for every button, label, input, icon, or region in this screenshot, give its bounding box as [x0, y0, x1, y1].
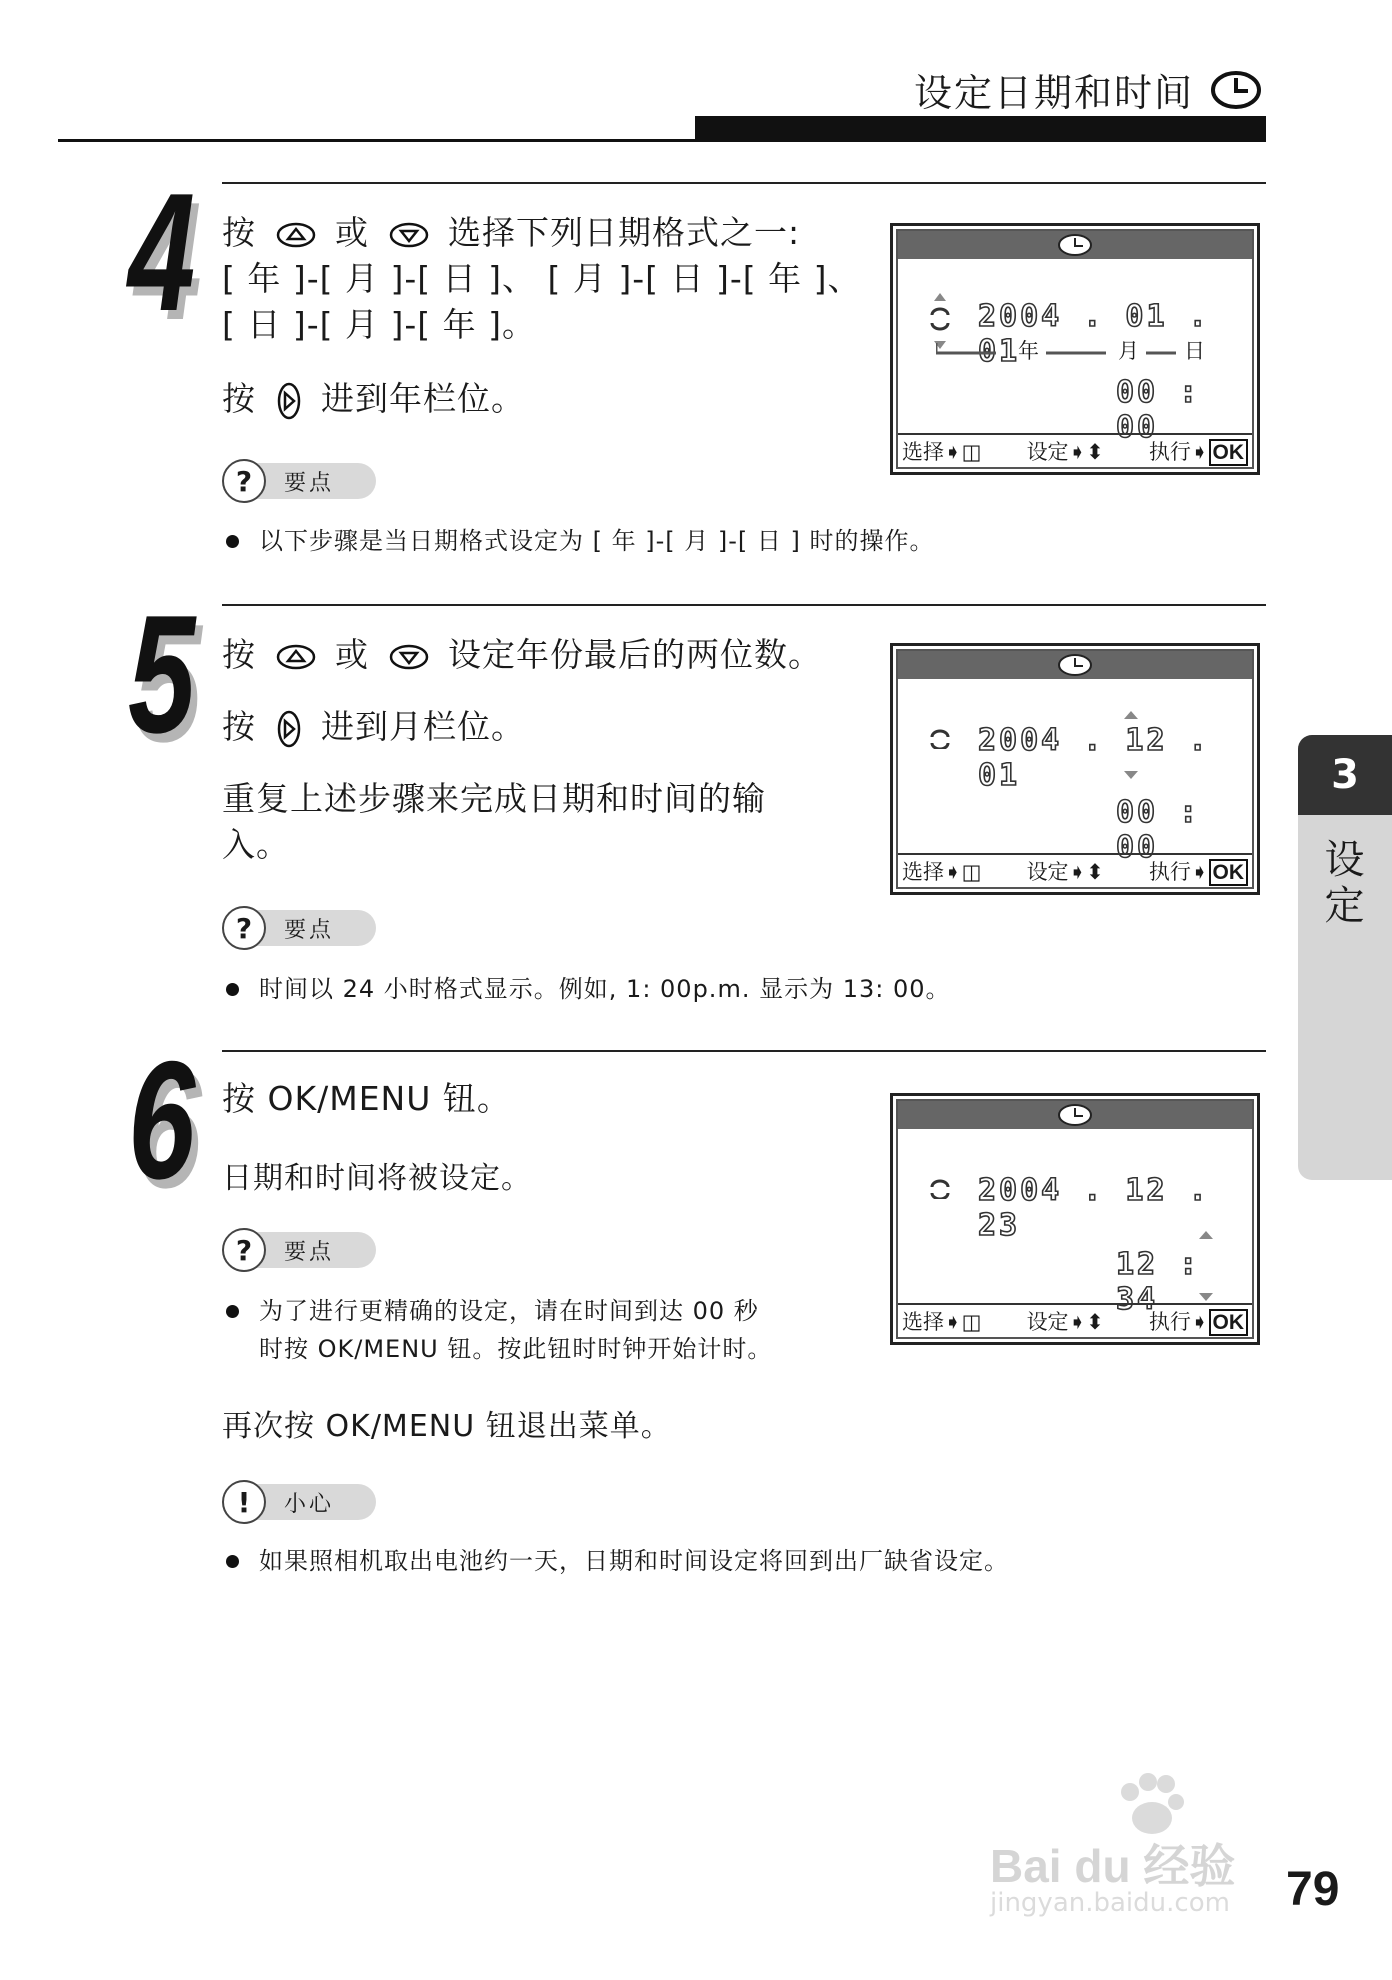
step4-press: 按 [222, 213, 256, 252]
lcd-title-bar [898, 651, 1252, 679]
step5-next-text: 进到月栏位。 [321, 707, 525, 746]
step4-next-press: 按 [222, 379, 256, 418]
step5-repeat-line-2: 入。 [222, 825, 290, 864]
lcd-label-year: 年 [1018, 339, 1039, 363]
caution-label-pill [226, 1484, 376, 1520]
watermark-brand: Bai du 经验 [990, 1840, 1236, 1892]
lcd-label-day: 日 [1184, 339, 1205, 363]
header-title: 设定日期和时间 [913, 71, 1194, 115]
step4-instruction [222, 210, 862, 348]
step-number-4: 4 [128, 158, 196, 346]
lcd-exec-label: 执行 [1148, 860, 1191, 884]
arrow-ud-icon: ➧⬍ [1068, 860, 1104, 884]
lcd-footer: 选择➧◫ 设定➧⬍ 执行➧ OK [898, 433, 1252, 467]
right-arrow-button-icon [276, 709, 302, 749]
arrow-ud-icon: ➧⬍ [1068, 1310, 1104, 1334]
tip-label-pill [226, 910, 376, 946]
lcd-screen-3 [890, 1093, 1260, 1345]
down-arrow-button-icon [389, 221, 429, 249]
cycle-icon [928, 729, 952, 749]
ok-icon: OK [1209, 439, 1249, 466]
step4-select-text: 选择下列日期格式之一: [448, 213, 801, 252]
right-arrow-button-icon [276, 381, 302, 421]
tip-label-pill [226, 1232, 376, 1268]
question-icon: ? [222, 906, 266, 950]
step6-caution [222, 1542, 1009, 1580]
step5-set-text: 设定年份最后的两位数。 [448, 635, 822, 674]
step6-tip [222, 1292, 772, 1368]
lcd-title-bar [898, 231, 1252, 259]
cycle-icon [928, 1179, 952, 1199]
question-icon: ? [222, 1228, 266, 1272]
arrow-lr-icon: ➧◫ [944, 860, 982, 884]
step5-repeat [222, 776, 766, 868]
clock-icon [1056, 1103, 1094, 1127]
up-arrow-button-icon [276, 643, 316, 671]
lcd-time: 00 : 00 [1116, 795, 1201, 865]
ok-icon: OK [1209, 859, 1249, 886]
arrow-ud-icon: ➧⬍ [1068, 440, 1104, 464]
up-down-cursor-icon [928, 293, 952, 349]
step6-tip-line-1: 为了进行更精确的设定，请在时间到达 00 秒 [259, 1297, 759, 1325]
step4-format-line-1: [ 年 ]-[ 月 ]-[ 日 ]、 [ 月 ]-[ 日 ]-[ 年 ]、 [222, 259, 862, 298]
step5-instruction [222, 632, 822, 678]
step-divider [222, 182, 1266, 184]
step4-tip-text: 以下步骤是当日期格式设定为 [ 年 ]-[ 月 ]-[ 日 ] 时的操作。 [259, 527, 935, 555]
step-number-5: 5 [128, 580, 196, 768]
page-number: 79 [1286, 1863, 1340, 1916]
step-divider [222, 1050, 1266, 1052]
step6-exit: 再次按 OK/MENU 钮退出菜单。 [222, 1409, 672, 1444]
step5-repeat-line-1: 重复上述步骤来完成日期和时间的输 [222, 779, 766, 818]
step5-tip-text: 时间以 24 小时格式显示。例如, 1: 00p.m. 显示为 13: 00。 [259, 975, 951, 1003]
header-bar [695, 116, 1266, 142]
tip-label: 要点 [284, 1239, 335, 1265]
step6-caution-text: 如果照相机取出电池约一天，日期和时间设定将回到出厂缺省设定。 [259, 1547, 1009, 1575]
step4-tip [222, 522, 935, 560]
step4-next [222, 376, 525, 422]
step5-or: 或 [335, 635, 369, 674]
clock-icon [1210, 70, 1262, 110]
lcd-exec-label: 执行 [1148, 440, 1191, 464]
watermark-url: jingyan.baidu.com [990, 1888, 1230, 1918]
lcd-screen-1 [890, 223, 1260, 475]
step-number-6: 6 [128, 1026, 196, 1214]
step6-tip-line-2: 时按 OK/MENU 钮。按此钮时时钟开始计时。 [259, 1335, 773, 1363]
lcd-footer: 选择➧◫ 设定➧⬍ 执行➧ OK [898, 853, 1252, 887]
lcd-select-label: 选择 [902, 1310, 944, 1334]
caution-label: 小心 [284, 1491, 335, 1517]
chapter-label: 设定 [1318, 838, 1364, 930]
step6-instruction: 按 OK/MENU 钮。 [222, 1079, 511, 1118]
step4-or: 或 [335, 213, 369, 252]
lcd-screen-2 [890, 643, 1260, 895]
lcd-select-label: 选择 [902, 860, 944, 884]
ok-icon: OK [1209, 1309, 1249, 1336]
bullet-icon [226, 535, 239, 548]
step4-next-text: 进到年栏位。 [321, 379, 525, 418]
tip-label: 要点 [284, 917, 335, 943]
bullet-icon [226, 1555, 239, 1568]
question-icon: ? [222, 459, 266, 503]
watermark [990, 1770, 1270, 1920]
step5-next-press: 按 [222, 707, 256, 746]
lcd-date: 2004 . 01 . 01 [978, 299, 1210, 369]
tip-label-pill [226, 463, 376, 499]
clock-icon [1056, 653, 1094, 677]
step4-format-line-2: [ 日 ]-[ 月 ]-[ 年 ]。 [222, 305, 537, 344]
lcd-set-label: 设定 [1026, 1310, 1069, 1334]
step5-press: 按 [222, 635, 256, 674]
lcd-title-bar [898, 1101, 1252, 1129]
lcd-date: 2004 . 12 . 01 [978, 723, 1210, 793]
exclamation-icon: ! [222, 1480, 266, 1524]
up-arrow-button-icon [276, 221, 316, 249]
page-header [914, 62, 1262, 117]
down-arrow-button-icon [389, 643, 429, 671]
lcd-label-month: 月 [1118, 339, 1139, 363]
lcd-set-label: 设定 [1026, 860, 1069, 884]
lcd-date: 2004 . 12 . 23 [978, 1173, 1210, 1243]
step5-next [222, 704, 525, 750]
chapter-number: 3 [1298, 735, 1392, 815]
bullet-icon [226, 983, 239, 996]
lcd-time: 00 : 00 [1116, 375, 1201, 445]
lcd-select-label: 选择 [902, 440, 944, 464]
lcd-set-label: 设定 [1026, 440, 1069, 464]
step-divider [222, 604, 1266, 606]
format-bracket-line [936, 343, 1206, 357]
step6-result: 日期和时间将被设定。 [222, 1161, 532, 1196]
bullet-icon [226, 1305, 239, 1318]
arrow-lr-icon: ➧◫ [944, 440, 982, 464]
tip-label: 要点 [284, 470, 335, 496]
lcd-time: 12 : 34 [1116, 1247, 1201, 1317]
lcd-footer: 选择➧◫ 设定➧⬍ 执行➧ OK [898, 1303, 1252, 1337]
arrow-lr-icon: ➧◫ [944, 1310, 982, 1334]
clock-icon [1056, 233, 1094, 257]
step5-tip [222, 970, 951, 1008]
lcd-exec-label: 执行 [1148, 1310, 1191, 1334]
